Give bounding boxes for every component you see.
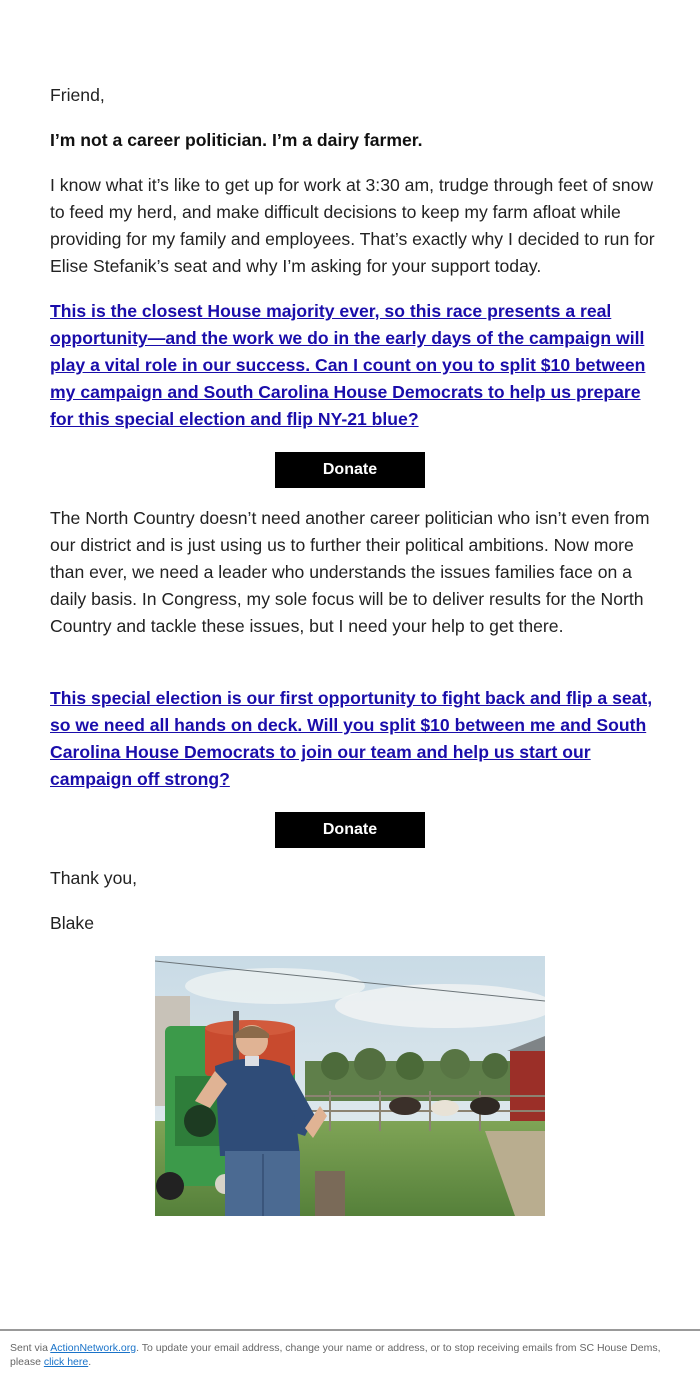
signature: Blake bbox=[50, 913, 95, 933]
footer-middle-text: . To update your email address, change your name or address, or to stop receiving emails from SC House Dems, please bbox=[10, 1342, 661, 1368]
email-footer bbox=[0, 1329, 700, 1397]
unsubscribe-link[interactable]: click here bbox=[43, 1356, 89, 1368]
intro-paragraph: I know what it’s like to get up for work at 3:30 am, trudge through feet of snow to feed my herd, and make difficult decisions to keep my farm afloat while providing for my family and employees. That’s exactly why I decided to run for Elise Stefanik’s seat and why I’m asking for your support today. bbox=[50, 175, 655, 276]
signoff: Thank you, bbox=[50, 868, 138, 888]
footer-suffix: . bbox=[88, 1356, 92, 1368]
donate-button-1[interactable]: Donate bbox=[275, 452, 425, 488]
greeting: Friend, bbox=[50, 85, 105, 105]
donate-appeal-link-2[interactable]: This special election is our first opportunity to fight back and flip a seat, so we need all hands on deck. Will you split $10 between me and South Carolina House Democrats to join our team and help us start our campaign off strong? bbox=[50, 688, 653, 789]
donate-appeal-link-1[interactable]: This is the closest House majority ever, so this race presents a real opportunity—and the work we do in the early days of the campaign will play a vital role in our success. Can I count on you to split $10 between my campaign and South Carolina House Democrats to help us prepare for this special election and flip NY-21 blue? bbox=[50, 301, 646, 429]
headline: I’m not a career politician. I’m a dairy farmer. bbox=[50, 130, 423, 150]
footer-prefix: Sent via bbox=[10, 1342, 51, 1354]
donate-button-2[interactable]: Donate bbox=[275, 812, 425, 848]
district-paragraph: The North Country doesn’t need another career politician who isn’t even from our district and is just using us to further their political ambitions. Now more than ever, we need a leader who understands the issues families face on a daily basis. In Congress, my sole focus will be to deliver results for the North Country and tackle these issues, but I need your help to get there. bbox=[50, 508, 650, 636]
candidate-farm-photo bbox=[155, 956, 545, 1216]
actionnetwork-link[interactable]: ActionNetwork.org bbox=[50, 1342, 137, 1354]
